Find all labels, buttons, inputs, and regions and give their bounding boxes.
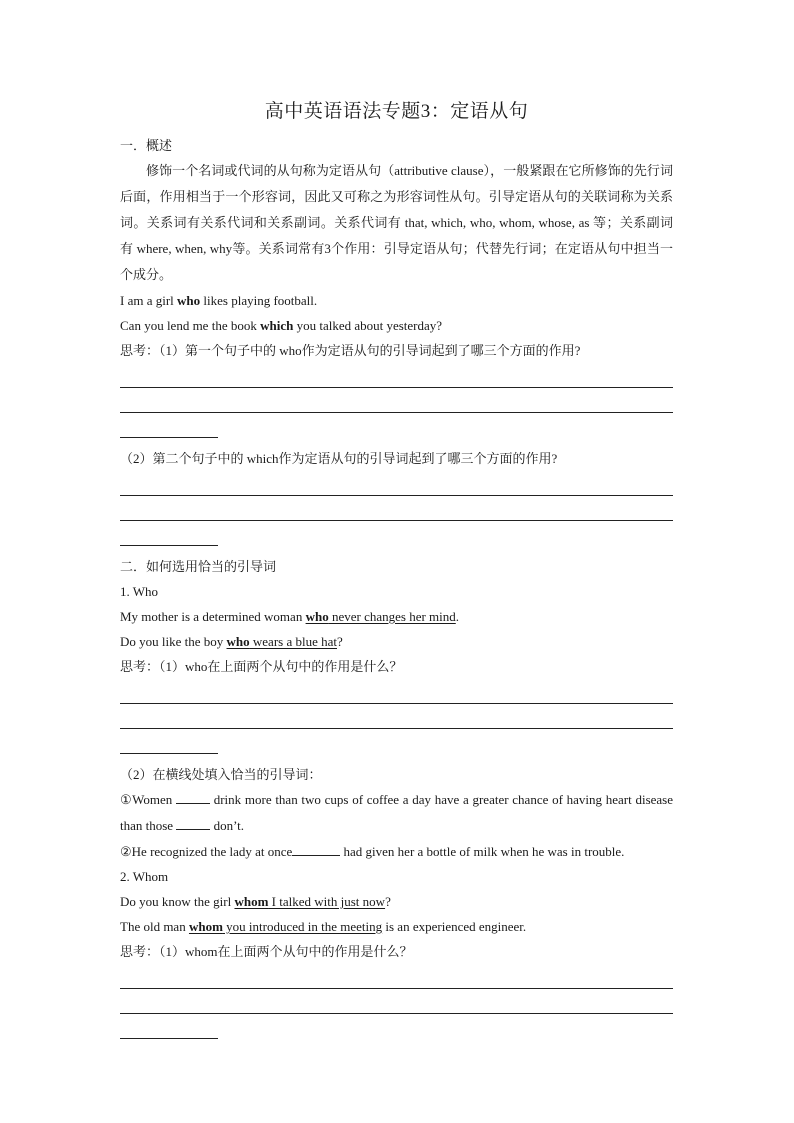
whom-question-1: 思考：（1）whom在上面两个从句中的作用是什么？	[120, 944, 413, 959]
example-text: .	[455, 609, 460, 624]
fill-blank[interactable]	[292, 841, 340, 856]
example-text: The old man	[120, 919, 189, 934]
example-text: Can you lend me the book	[120, 318, 261, 333]
who-question-1: 思考：（1）who在上面两个从句中的作用是什么？	[120, 659, 403, 674]
whom-example-1	[120, 889, 673, 914]
answer-line[interactable]	[120, 471, 673, 496]
whom-example-2	[120, 914, 673, 939]
answer-line-short[interactable]	[120, 729, 218, 754]
answer-lines-3	[120, 679, 673, 754]
fill-text: ②He recognized the lady at once	[120, 844, 293, 859]
section-heading-choosing: 二．如何选用恰当的引导词	[120, 559, 277, 574]
relative-word: who	[177, 293, 201, 308]
answer-line[interactable]	[120, 388, 673, 413]
clause-text: wears a blue hat	[249, 634, 337, 649]
fill-text: don’t.	[210, 818, 245, 833]
example-text: ?	[385, 894, 391, 909]
example-text: likes playing football.	[200, 293, 318, 308]
relative-word: which	[260, 318, 294, 333]
answer-line[interactable]	[120, 363, 673, 388]
fill-blank[interactable]	[176, 789, 210, 804]
answer-line[interactable]	[120, 989, 673, 1014]
answer-line-short[interactable]	[120, 413, 218, 438]
answer-line[interactable]	[120, 704, 673, 729]
answer-line-short[interactable]	[120, 1014, 218, 1039]
clause-text: I talked with just now	[268, 894, 386, 909]
answer-line[interactable]	[120, 679, 673, 704]
relative-word: whom	[188, 919, 223, 934]
example-text: you talked about yesterday?	[293, 318, 443, 333]
fill-item-1	[120, 787, 673, 839]
answer-lines-4	[120, 964, 673, 1039]
example-sentence-1	[120, 288, 673, 313]
relative-word: whom	[234, 894, 269, 909]
example-sentence-2	[120, 313, 673, 338]
who-example-1	[120, 604, 673, 629]
answer-line[interactable]	[120, 496, 673, 521]
page-title: 高中英语语法专题3：定语从句	[264, 101, 529, 122]
answer-lines-1	[120, 363, 673, 438]
who-example-2	[120, 629, 673, 654]
overview-paragraph: 修饰一个名词或代词的从句称为定语从句（attributive clause），一般紧跟在它所修饰的先行词后面，作用相当于一个形容词，因此又可称之为形容词性从句。引导定语从句的关联词称为关系词。关系词有关系代词和关系副词。关系代词有 that, which, who, whom, whose, as 等；关系副词有 where, when, why等。关系词常有3个作用：引导定语从句；代替先行词；在定语从句中担当一个成分。	[120, 163, 673, 282]
example-text: My mother is a determined woman	[120, 609, 306, 624]
answer-line-short[interactable]	[120, 521, 218, 546]
fill-text: ①Women	[120, 792, 176, 807]
clause-text: never changes her mind	[328, 609, 456, 624]
worksheet-page	[120, 96, 673, 1047]
fill-text: had given her a bottle of milk when he was in trouble.	[340, 844, 625, 859]
example-text: ?	[337, 634, 343, 649]
question-2: （2）第二个句子中的 which作为定语从句的引导词起到了哪三个方面的作用?	[120, 451, 558, 466]
relative-word: who	[305, 609, 329, 624]
section-heading-overview: 一．概述	[120, 138, 173, 153]
example-text: I am a girl	[120, 293, 178, 308]
subheading-who: 1. Who	[120, 584, 159, 599]
example-text: is an experienced engineer.	[382, 919, 527, 934]
fill-blank[interactable]	[176, 815, 210, 830]
answer-line[interactable]	[120, 964, 673, 989]
example-text: Do you like the boy	[120, 634, 227, 649]
fill-text: drink more than two cups of coffee a day have a greater chance of having heart disease than those	[120, 792, 674, 833]
who-question-2: （2）在横线处填入恰当的引导词：	[120, 767, 322, 782]
question-1: 思考：（1）第一个句子中的 who作为定语从句的引导词起到了哪三个方面的作用?	[120, 343, 581, 358]
fill-item-2	[120, 839, 673, 864]
answer-lines-2	[120, 471, 673, 546]
clause-text: you introduced in the meeting	[222, 919, 383, 934]
relative-word: who	[226, 634, 250, 649]
example-text: Do you know the girl	[120, 894, 235, 909]
subheading-whom: 2. Whom	[120, 869, 169, 884]
